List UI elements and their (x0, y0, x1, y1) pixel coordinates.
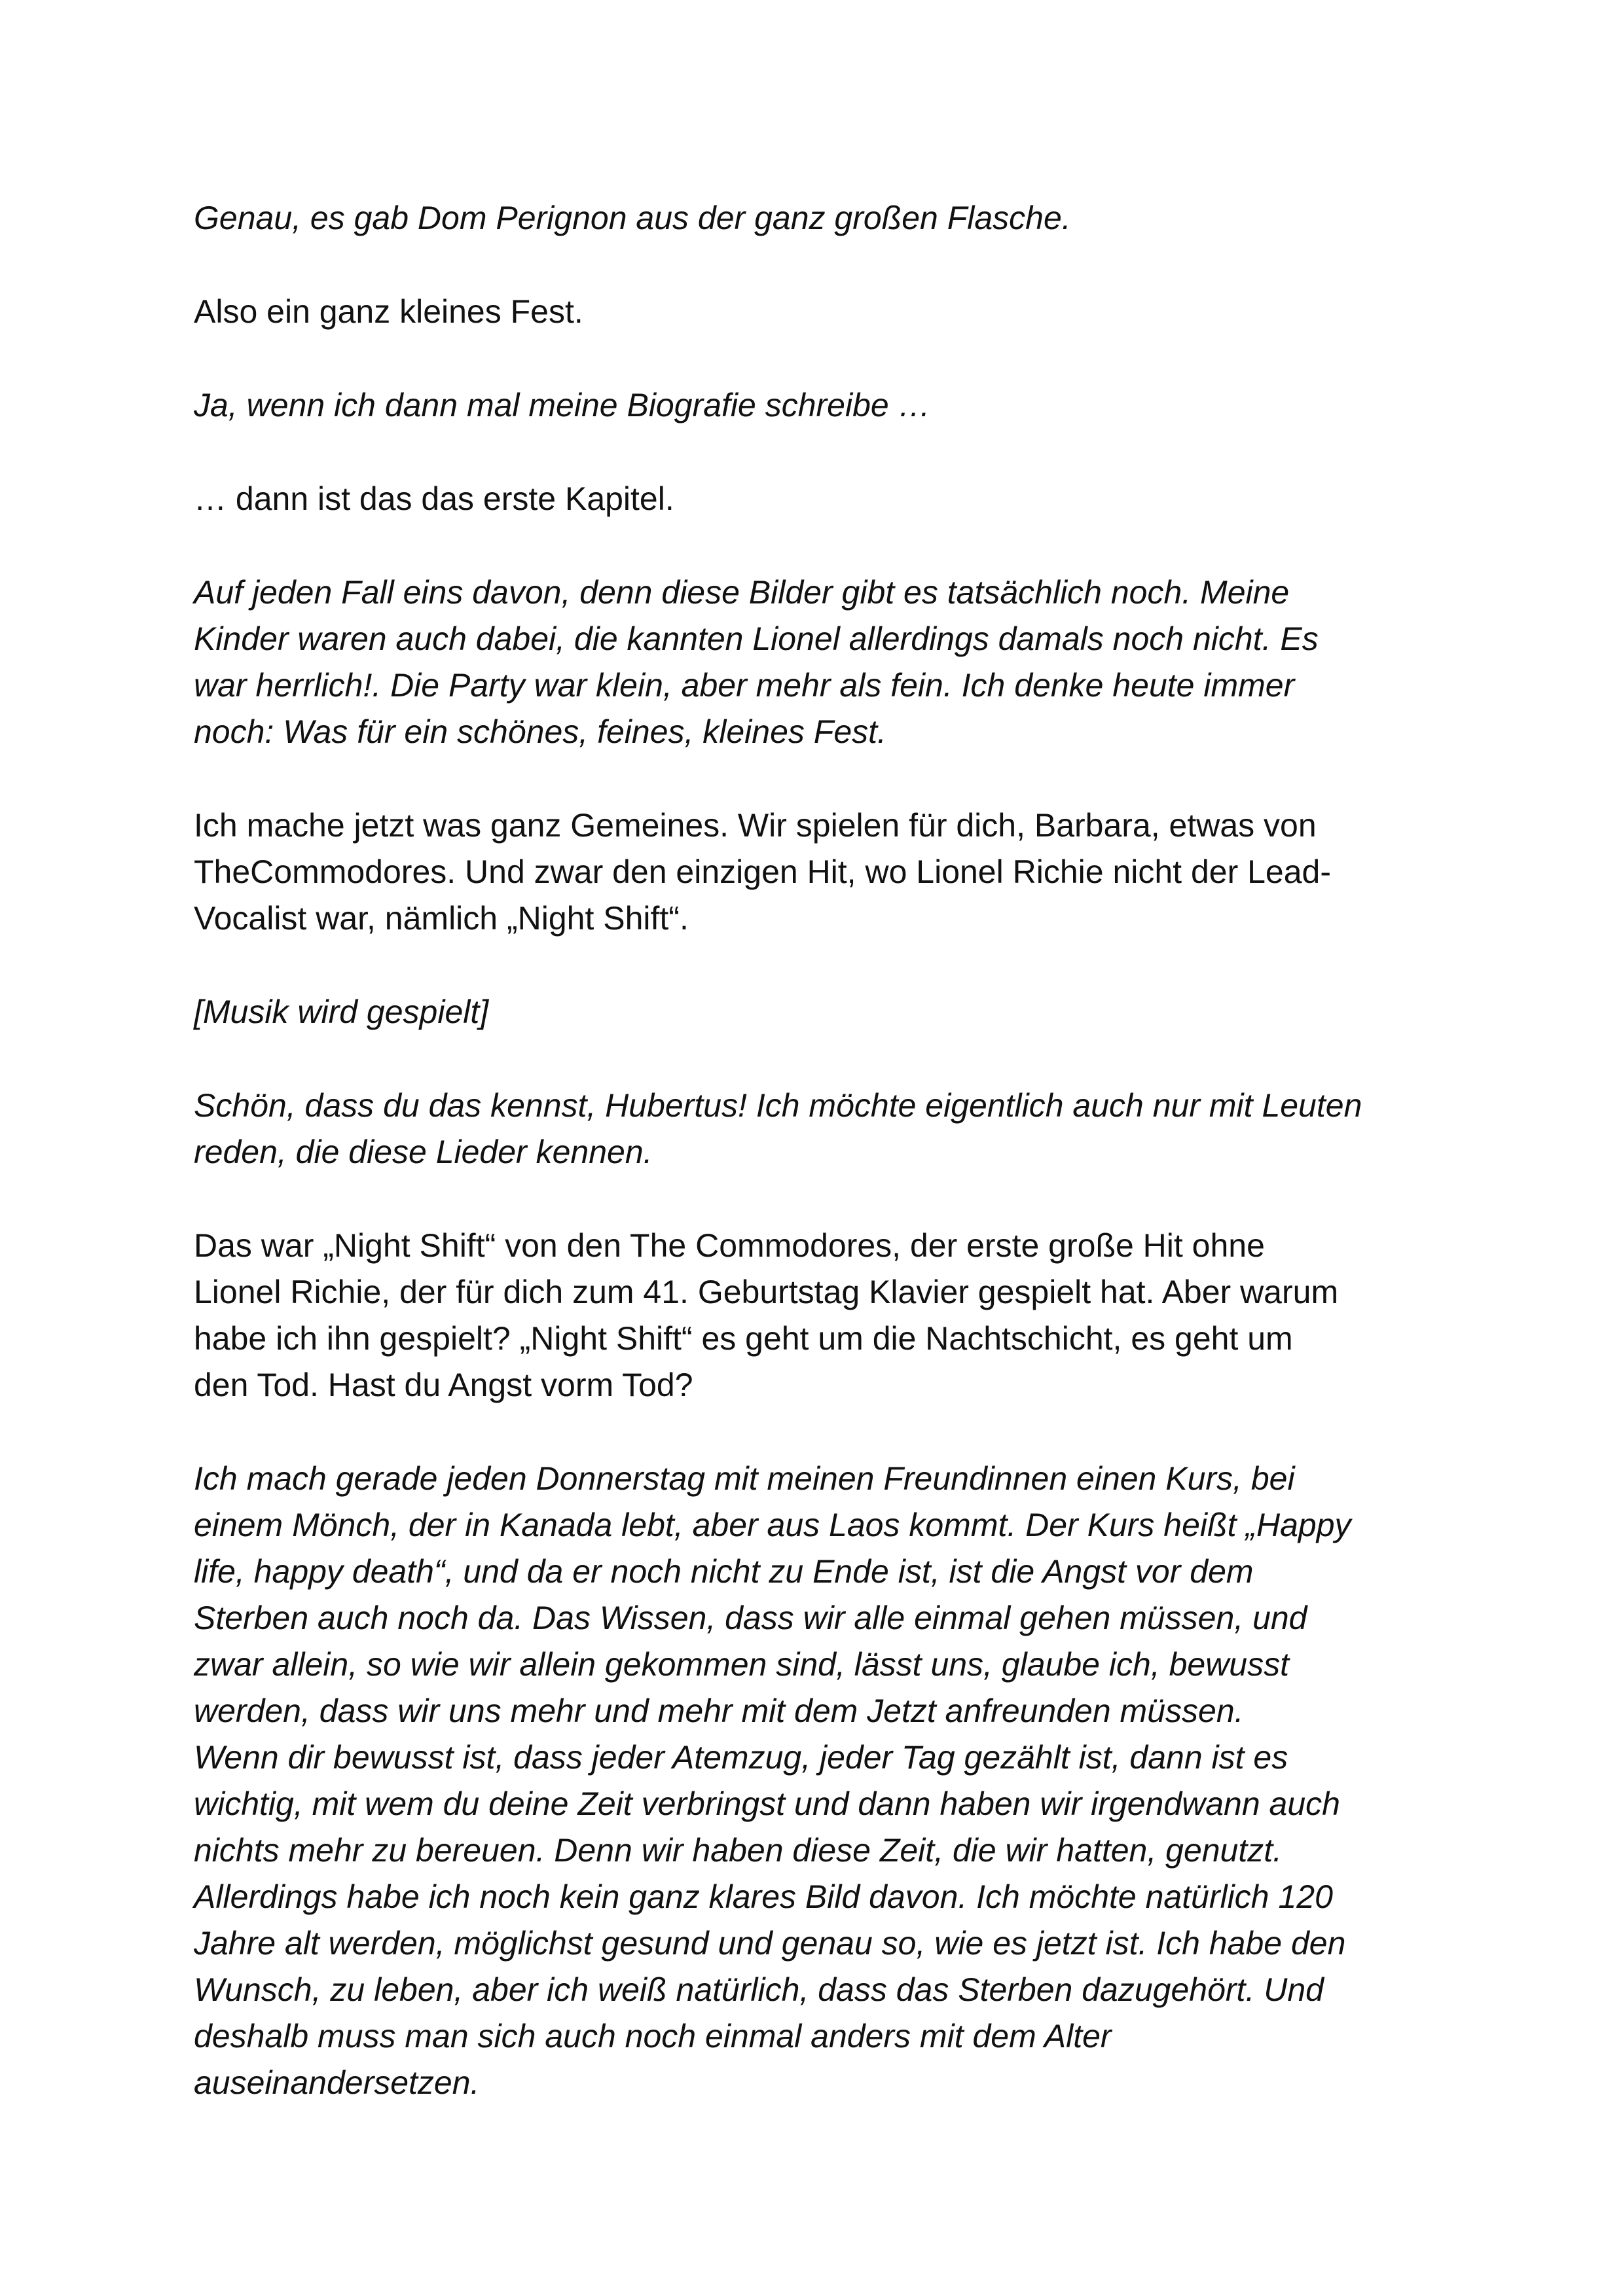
text-line: werden, dass wir uns mehr und mehr mit dem Jetzt anfreunden müssen. (194, 1693, 1244, 1729)
text-line: den Tod. Hast du Angst vorm Tod? (194, 1367, 693, 1403)
text-line: Also ein ganz kleines Fest. (194, 293, 583, 330)
text-line: reden, die diese Lieder kennen. (194, 1134, 653, 1170)
host-question-paragraph (194, 289, 1461, 335)
text-line: auseinandersetzen. (194, 2064, 480, 2101)
text-line: noch: Was für ein schönes, feines, kleines Fest. (194, 713, 886, 750)
text-line: Vocalist war, nämlich „Night Shift“. (194, 900, 689, 937)
text-line: Wenn dir bewusst ist, dass jeder Atemzug, jeder Tag gezählt ist, dann ist es (194, 1739, 1288, 1776)
text-line: zwar allein, so wie wir allein gekommen sind, lässt uns, glaube ich, bewusst (194, 1646, 1289, 1683)
text-line: nichts mehr zu bereuen. Denn wir haben diese Zeit, die wir hatten, genutzt. (194, 1832, 1283, 1869)
text-line: Das war „Night Shift“ von den The Commodores, der erste große Hit ohne (194, 1227, 1265, 1264)
text-line: [Musik wird gespielt] (194, 994, 489, 1030)
interviewee-answer-paragraph (194, 569, 1461, 755)
text-line: Ja, wenn ich dann mal meine Biografie schreibe … (194, 387, 931, 423)
interviewee-answer-paragraph (194, 1083, 1461, 1175)
text-line: Genau, es gab Dom Perignon aus der ganz großen Flasche. (194, 200, 1071, 236)
text-line: TheCommodores. Und zwar den einzigen Hit, wo Lionel Richie nicht der Lead- (194, 853, 1331, 890)
text-line: Sterben auch noch da. Das Wissen, dass wir alle einmal gehen müssen, und (194, 1600, 1307, 1636)
text-line: Allerdings habe ich noch kein ganz klares Bild davon. Ich möchte natürlich 120 (194, 1878, 1333, 1915)
host-question-paragraph (194, 802, 1461, 942)
text-line: habe ich ihn gespielt? „Night Shift“ es geht um die Nachtschicht, es geht um (194, 1320, 1293, 1357)
interviewee-answer-paragraph (194, 989, 1461, 1035)
text-line: life, happy death“, und da er noch nicht zu Ende ist, ist die Angst vor dem (194, 1553, 1254, 1590)
text-line: war herrlich!. Die Party war klein, aber mehr als fein. Ich denke heute immer (194, 667, 1295, 704)
text-line: … dann ist das das erste Kapitel. (194, 480, 674, 517)
text-line: Ich mach gerade jeden Donnerstag mit meinen Freundinnen einen Kurs, bei (194, 1460, 1295, 1497)
text-line: Schön, dass du das kennst, Hubertus! Ich möchte eigentlich auch nur mit Leuten (194, 1087, 1362, 1124)
text-line: Auf jeden Fall eins davon, denn diese Bilder gibt es tatsächlich noch. Meine (194, 574, 1290, 611)
text-line: wichtig, mit wem du deine Zeit verbringst und dann haben wir irgendwann auch (194, 1785, 1340, 1822)
text-line: Wunsch, zu leben, aber ich weiß natürlich, dass das Sterben dazugehört. Und (194, 1971, 1324, 2008)
host-question-paragraph (194, 1223, 1461, 1408)
host-question-paragraph (194, 476, 1461, 522)
interviewee-answer-paragraph (194, 1456, 1461, 2106)
text-line: Ich mache jetzt was ganz Gemeines. Wir spielen für dich, Barbara, etwas von (194, 807, 1317, 844)
interviewee-answer-paragraph (194, 382, 1461, 429)
text-line: deshalb muss man sich auch noch einmal anders mit dem Alter (194, 2018, 1112, 2054)
interview-transcript (194, 195, 1461, 2153)
interviewee-answer-paragraph (194, 195, 1461, 242)
text-line: Lionel Richie, der für dich zum 41. Geburtstag Klavier gespielt hat. Aber warum (194, 1274, 1339, 1310)
text-line: einem Mönch, der in Kanada lebt, aber aus Laos kommt. Der Kurs heißt „Happy (194, 1507, 1351, 1543)
text-line: Jahre alt werden, möglichst gesund und genau so, wie es jetzt ist. Ich habe den (194, 1925, 1346, 1962)
text-line: Kinder waren auch dabei, die kannten Lionel allerdings damals noch nicht. Es (194, 620, 1319, 657)
